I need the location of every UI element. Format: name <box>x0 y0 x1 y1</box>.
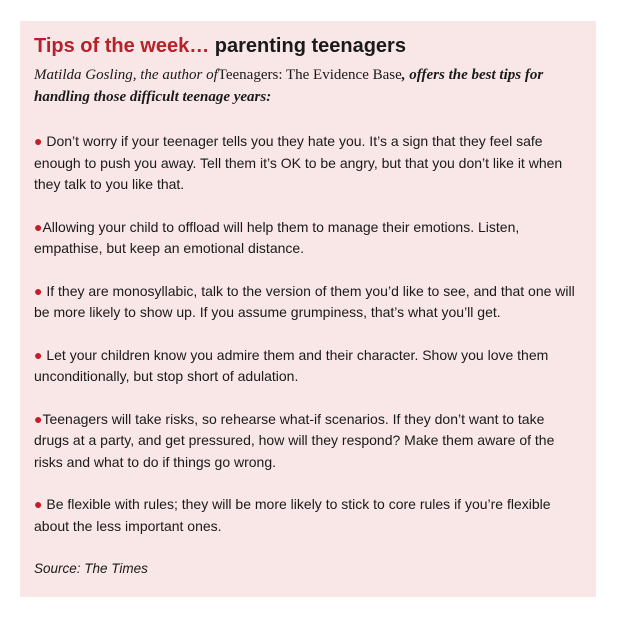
bullet-icon: ● <box>34 496 47 512</box>
tip-text: Allowing your child to offload will help them to manage their emotions. Listen, empathise, but keep an emotional distance. <box>34 218 520 256</box>
tip-text: Don’t worry if your teenager tells you they hate you. It’s a sign that they feel safe enough to push you away. Tell them it’s OK to be angry, but that you don’t like it when they talk to you like that. <box>34 133 563 192</box>
tip-item <box>34 131 582 196</box>
bullet-icon: ● <box>34 346 47 363</box>
intro-paragraph <box>34 65 582 108</box>
title-topic: parenting teenagers <box>209 35 406 57</box>
title-prefix: Tips of the week… <box>34 35 210 57</box>
tip-text: Let your children know you admire them and their character. Show you love them unconditionally, but stop short of adulation. <box>34 346 549 384</box>
page-title <box>34 32 582 60</box>
tip-item <box>34 345 582 388</box>
tip-text: Teenagers will take risks, so rehearse what-if scenarios. If they don’t want to take drugs at a party, and get pressured, how will they respond? Make them aware of the risks and what to do if things go wrong. <box>34 410 555 470</box>
intro-book-title: Teenagers: The Evidence Base <box>217 67 402 83</box>
tip-item <box>34 494 582 537</box>
source-credit: Source: The Times <box>34 561 148 576</box>
intro-rest: , offers the best tips for handling those difficult teenage years: <box>34 67 544 105</box>
bullet-icon: ● <box>34 282 47 299</box>
tip-text: If they are monosyllabic, talk to the version of them you’d like to see, and that one will be more likely to show up. If you assume grumpiness, that’s what you’ll get. <box>34 282 575 320</box>
intro-author: Matilda Gosling, the author of <box>34 67 218 83</box>
tip-text: Be flexible with rules; they will be more likely to stick to core rules if you’re flexible about the less important ones. <box>34 496 551 534</box>
tip-item <box>34 281 582 324</box>
bullet-icon: ● <box>34 133 47 149</box>
bullet-icon: ● <box>34 218 43 235</box>
bullet-icon: ● <box>34 410 43 427</box>
tip-item <box>34 409 582 474</box>
tip-item <box>34 217 582 260</box>
tips-box <box>20 21 596 597</box>
